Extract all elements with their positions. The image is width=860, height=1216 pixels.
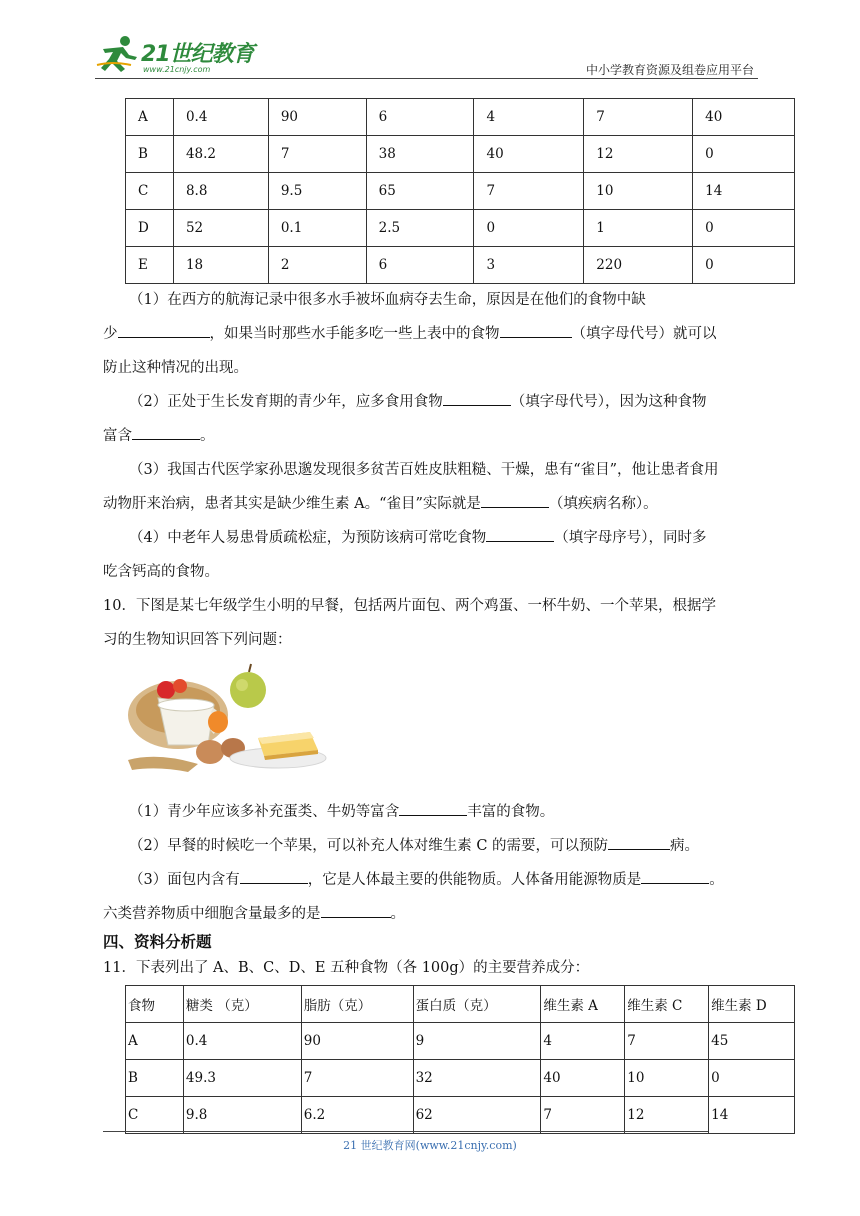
q9-part2 bbox=[103, 385, 763, 419]
table-cell: 1 bbox=[584, 210, 693, 247]
table-row bbox=[126, 210, 795, 247]
page-footer: 21 世纪教育网(www.21cnjy.com) bbox=[343, 1139, 517, 1152]
column-header: 糖类 （克） bbox=[183, 986, 301, 1023]
table-cell: 10 bbox=[625, 1060, 709, 1097]
q9-part4 bbox=[103, 521, 763, 555]
table-row bbox=[126, 247, 795, 284]
table-cell: 7 bbox=[584, 99, 693, 136]
q9-part1-text: 少 bbox=[103, 326, 118, 342]
table-cell: 38 bbox=[366, 136, 474, 173]
table-cell: 0.4 bbox=[183, 1023, 301, 1060]
table-cell: B bbox=[126, 1060, 184, 1097]
table-cell: 90 bbox=[301, 1023, 413, 1060]
column-header: 脂肪（克） bbox=[301, 986, 413, 1023]
table-cell: C bbox=[126, 173, 174, 210]
table-cell: 12 bbox=[625, 1097, 709, 1134]
table-row bbox=[126, 136, 795, 173]
table-cell: 65 bbox=[366, 173, 474, 210]
q9-part1-text: （1）在西方的航海记录中很多水手被坏血病夺去生命，原因是在他们的食物中缺 bbox=[129, 292, 646, 308]
column-header: 食物 bbox=[126, 986, 184, 1023]
q9-part1-text: （填字母代号）就可以 bbox=[571, 326, 717, 342]
q9-part3-text: 动物肝来治病，患者其实是缺少维生素 A。“雀目”实际就是 bbox=[103, 496, 481, 512]
brand-url: www.21cnjy.com bbox=[143, 65, 211, 74]
answer-blank[interactable] bbox=[240, 867, 308, 884]
q10-part3-text: 。 bbox=[709, 872, 724, 888]
q9-block bbox=[103, 283, 763, 657]
table-cell: B bbox=[126, 136, 174, 173]
table-cell: 8.8 bbox=[173, 173, 268, 210]
table-row bbox=[126, 99, 795, 136]
q10-intro-cont: 习的生物知识回答下列问题： bbox=[103, 632, 292, 648]
table-cell: 9 bbox=[413, 1023, 541, 1060]
table-cell: 52 bbox=[173, 210, 268, 247]
q10-part3-cont bbox=[103, 897, 763, 931]
q9-part3-text: （填疾病名称）。 bbox=[548, 496, 658, 512]
table-cell: 48.2 bbox=[173, 136, 268, 173]
table-cell: E bbox=[126, 247, 174, 284]
table-cell: 2 bbox=[268, 247, 366, 284]
table-cell: 7 bbox=[625, 1023, 709, 1060]
q10-part3-text: 。 bbox=[390, 906, 405, 922]
table-cell: 14 bbox=[693, 173, 795, 210]
table-cell: 0.1 bbox=[268, 210, 366, 247]
table-row bbox=[126, 1023, 795, 1060]
q9-part3: （3）我国古代医学家孙思邈发现很多贫苦百姓皮肤粗糙、干燥，患有“雀目”，他让患者食用 bbox=[129, 462, 719, 478]
table-cell: D bbox=[126, 210, 174, 247]
q9-part1 bbox=[103, 283, 763, 317]
answer-blank[interactable] bbox=[399, 799, 467, 816]
answer-blank[interactable] bbox=[486, 525, 554, 542]
table-cell: A bbox=[126, 99, 174, 136]
runner-logo-icon bbox=[95, 35, 141, 73]
table-cell: 0 bbox=[709, 1060, 795, 1097]
site-logo bbox=[95, 35, 265, 75]
q10-part1-text: 丰富的食物。 bbox=[467, 804, 555, 820]
q11-intro: 11．下表列出了 A、B、C、D、E 五种食物（各 100g）的主要营养成分： bbox=[103, 960, 590, 976]
table-cell: 10 bbox=[584, 173, 693, 210]
q10-part3-text: ，它是人体最主要的供能物质。人体备用能源物质是 bbox=[307, 872, 642, 888]
q9-part4-text: （填字母序号），同时多 bbox=[554, 530, 707, 546]
q10-part2-text: （2）早餐的时候吃一个苹果，可以补充人体对维生素 C 的需要，可以预防 bbox=[129, 838, 609, 854]
table-cell: C bbox=[126, 1097, 184, 1134]
q10-part3 bbox=[103, 863, 763, 897]
table-cell: 12 bbox=[584, 136, 693, 173]
table-cell: 6.2 bbox=[301, 1097, 413, 1134]
answer-blank[interactable] bbox=[443, 389, 511, 406]
q9-part3-cont bbox=[103, 487, 763, 521]
q9-part2-text: 富含 bbox=[103, 428, 132, 444]
q10-intro: 10．下图是某七年级学生小明的早餐，包括两片面包、两个鸡蛋、一杯牛奶、一个苹果，根据学 bbox=[103, 598, 716, 614]
table-cell: 45 bbox=[709, 1023, 795, 1060]
answer-blank[interactable] bbox=[641, 867, 709, 884]
table-header-row bbox=[126, 986, 795, 1023]
q9-part1-cont bbox=[103, 317, 763, 351]
q10-part2-text: 病。 bbox=[670, 838, 700, 854]
table-cell: 0 bbox=[693, 247, 795, 284]
table-cell: 0 bbox=[474, 210, 584, 247]
q10-part1-text: （1）青少年应该多补充蛋类、牛奶等富含 bbox=[129, 804, 400, 820]
q10-part2 bbox=[103, 829, 763, 863]
table-cell: 9.8 bbox=[183, 1097, 301, 1134]
q9-part1-end: 防止这种情况的出现。 bbox=[103, 360, 248, 376]
table-cell: 220 bbox=[584, 247, 693, 284]
breakfast-photo bbox=[118, 660, 328, 782]
answer-blank[interactable] bbox=[608, 833, 670, 850]
q10-part1 bbox=[103, 795, 763, 829]
footer-divider bbox=[103, 1131, 708, 1132]
table-cell: 6 bbox=[366, 247, 474, 284]
table-cell: 49.3 bbox=[183, 1060, 301, 1097]
table-cell: 7 bbox=[268, 136, 366, 173]
table-cell: 6 bbox=[366, 99, 474, 136]
table-row bbox=[126, 173, 795, 210]
table-cell: 7 bbox=[301, 1060, 413, 1097]
page-header bbox=[95, 33, 758, 81]
brand-name: 21世纪教育 bbox=[141, 42, 254, 67]
header-divider bbox=[95, 78, 758, 79]
nutrition-table-continued bbox=[125, 98, 795, 284]
table-cell: 40 bbox=[541, 1060, 625, 1097]
answer-blank[interactable] bbox=[132, 423, 200, 440]
column-header: 蛋白质（克） bbox=[413, 986, 541, 1023]
table-cell: 62 bbox=[413, 1097, 541, 1134]
table-cell: 32 bbox=[413, 1060, 541, 1097]
platform-title: 中小学教育资源及组卷应用平台 bbox=[585, 63, 754, 77]
table-cell: 0 bbox=[693, 136, 795, 173]
q10-part3-text: 六类营养物质中细胞含量最多的是 bbox=[103, 906, 321, 922]
section-title: 四、资料分析题 bbox=[103, 933, 212, 951]
table-cell: 90 bbox=[268, 99, 366, 136]
table-cell: 40 bbox=[474, 136, 584, 173]
table-cell: 0 bbox=[693, 210, 795, 247]
column-header: 维生素 A bbox=[541, 986, 625, 1023]
table-cell: 7 bbox=[541, 1097, 625, 1134]
answer-blank[interactable] bbox=[118, 321, 210, 338]
table-cell: 40 bbox=[693, 99, 795, 136]
q10-part3-text: （3）面包内含有 bbox=[129, 872, 240, 888]
table-row bbox=[126, 1097, 795, 1134]
q9-part1-text: ，如果当时那些水手能多吃一些上表中的食物 bbox=[209, 326, 500, 342]
table-cell: A bbox=[126, 1023, 184, 1060]
table-cell: 2.5 bbox=[366, 210, 474, 247]
table-cell: 7 bbox=[474, 173, 584, 210]
nutrition-table bbox=[125, 985, 795, 1134]
q10-block bbox=[103, 795, 763, 931]
table-cell: 4 bbox=[474, 99, 584, 136]
q9-part2-text: （2）正处于生长发育期的青少年，应多食用食物 bbox=[129, 394, 443, 410]
table-row bbox=[126, 1060, 795, 1097]
answer-blank[interactable] bbox=[500, 321, 572, 338]
q9-part2-cont bbox=[103, 419, 763, 453]
column-header: 维生素 D bbox=[709, 986, 795, 1023]
table-cell: 14 bbox=[709, 1097, 795, 1134]
q9-part2-text: （填字母代号），因为这种食物 bbox=[510, 394, 707, 410]
answer-blank[interactable] bbox=[481, 491, 549, 508]
q9-part4-text: （4）中老年人易患骨质疏松症，为预防该病可常吃食物 bbox=[129, 530, 487, 546]
table-cell: 3 bbox=[474, 247, 584, 284]
q9-part2-text: 。 bbox=[200, 428, 215, 444]
table-cell: 18 bbox=[173, 247, 268, 284]
table-cell: 4 bbox=[541, 1023, 625, 1060]
table-cell: 0.4 bbox=[173, 99, 268, 136]
q9-part4-end: 吃含钙高的食物。 bbox=[103, 564, 219, 580]
table-cell: 9.5 bbox=[268, 173, 366, 210]
column-header: 维生素 C bbox=[625, 986, 709, 1023]
answer-blank[interactable] bbox=[321, 901, 391, 918]
